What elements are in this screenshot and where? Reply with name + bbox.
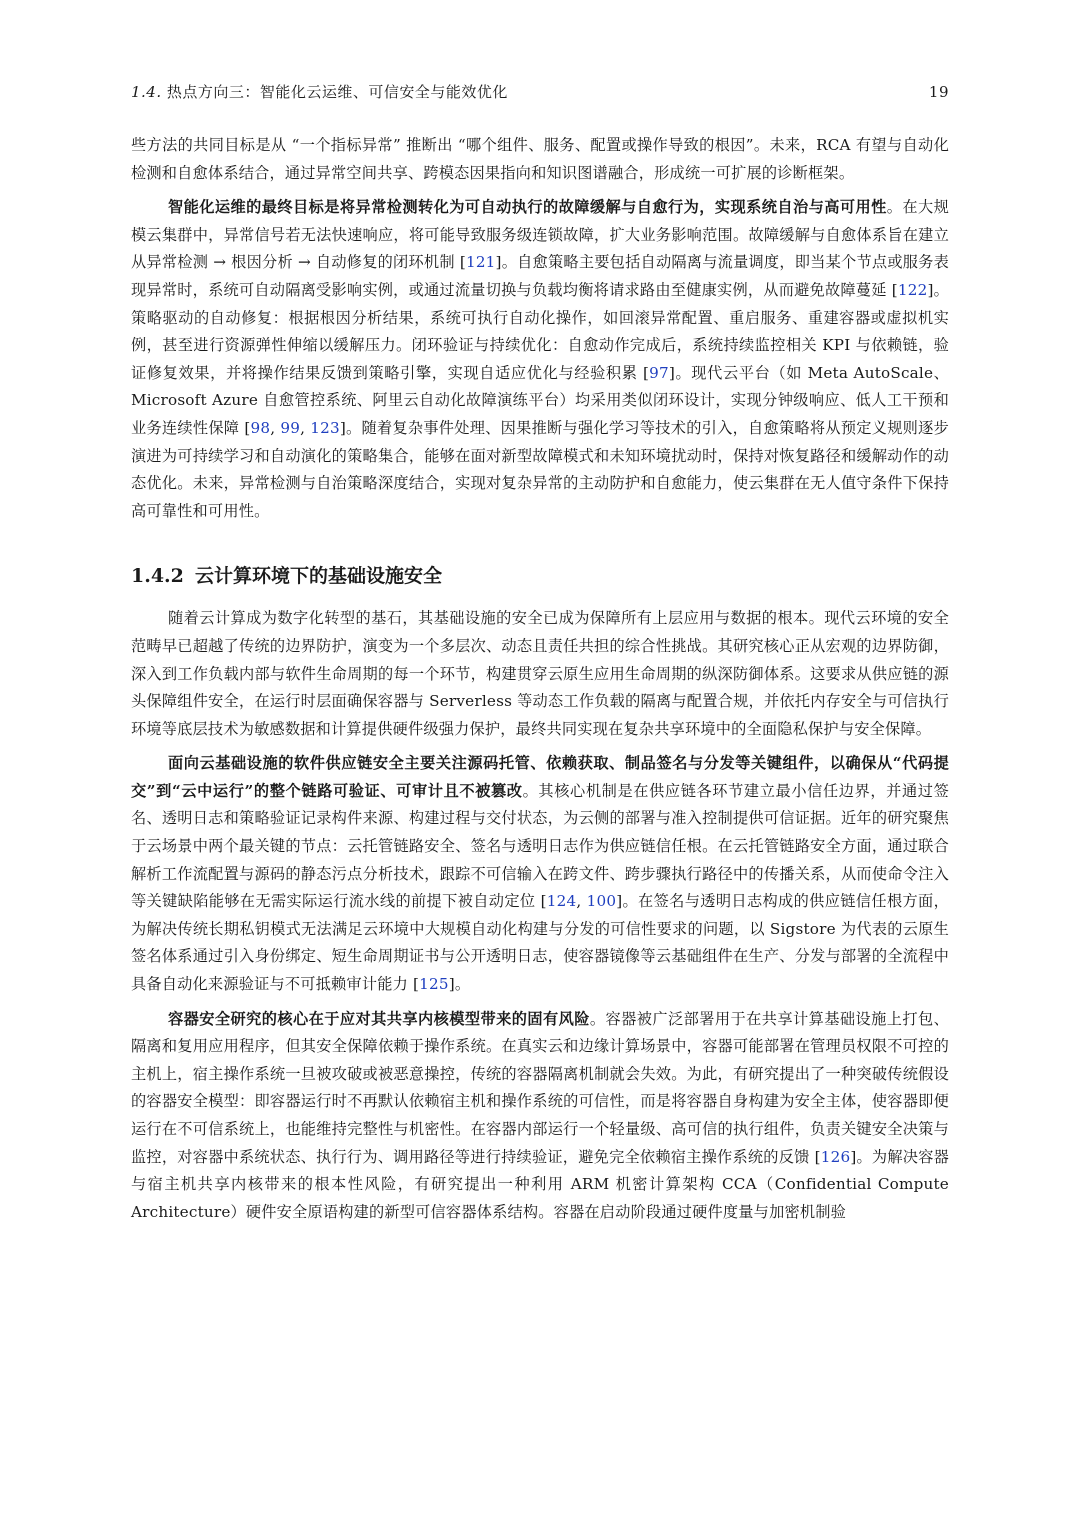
text-run: ]。 [448,975,471,994]
citation-link[interactable]: 124 [546,892,577,911]
text-run: ]。随着复杂事件处理、因果推断与强化学习等技术的引入，自愈策略将从预定义规则逐步演进为可持续学习和自动演化的策略集合，能够在面对新型故障模式和未知环境扰动时，保持对恢复路径和缓解动作的动态优化。未来，异常检测与自治策略深度结合，实现对复杂异常的主动防护和自愈能力，使云集群在无人值守条件下保持高可靠性和可用性。 [131,418,949,520]
citation-link[interactable]: 122 [897,280,928,299]
citation-link[interactable]: 121 [465,253,496,272]
bold-lead-sentence: 智能化运维的最终目标是将异常检测转化为可自动执行的故障缓解与自愈行为，实现系统自治与高可用性 [168,198,887,217]
citation-link[interactable]: 100 [586,892,617,911]
document-page [131,80,949,1233]
paragraph-supply-chain [131,750,949,998]
citation-link[interactable]: 125 [419,975,449,994]
citation-link[interactable]: 123 [310,418,340,437]
paragraph-rca-continuation [131,132,949,187]
citation-link[interactable]: 99 [280,418,301,437]
text-run: ]。在签名与透明日志构成的供应链信任根方面，为解决传统长期私钥模式无法满足云环境中大规模自动化构建与分发的可信性要求的问题，以 Sigstore 为代表的云原生签名体系通过引入身份绑定、短生命周期证书与公开透明日志，使容器镜像等云基础组件在生产、分发与部署的全流程中具备自动化来源验证与不可抵赖审计能力 [ [131,892,950,994]
section-number: 1.4.2 [131,565,184,588]
text-run: 随着云计算成为数字化转型的基石，其基础设施的安全已成为保障所有上层应用与数据的根本。现代云环境的安全范畴早已超越了传统的边界防护，演变为一个多层次、动态且责任共担的综合性挑战。其研究核心正从宏观的边界防御，深入到工作负载内部与软件生命周期的每一个环节，构建贯穿云原生应用生命周期的纵深防御体系。这要求从供应链的源头保障组件安全，在运行时层面确保容器与 Serverless 等动态工作负载的隔离与配置合规，并依托内存安全与可信执行环境等底层技术为敏感数据和计算提供硬件级强力保护，最终共同实现在复杂共享环境中的全面隐私保护与安全保障。 [131,609,949,738]
text-run: 。其核心机制是在供应链各环节建立最小信任边界，并通过签名、透明日志和策略验证记录构件来源、构建过程与交付状态，为云侧的部署与准入控制提供可信证据。近年的研究聚焦于云场景中两个最关键的节点：云托管链路安全、签名与透明日志作为供应链信任根。在云托管链路安全方面，通过联合解析工作流配置与源码的静态污点分析技术，跟踪不可信输入在跨文件、跨步骤执行路径中的传播关系，从而使命令注入等关键缺陷能够在无需实际运行流水线的前提下被自动定位 [ [131,781,949,911]
citation-link[interactable]: 97 [649,363,669,382]
text-run: 。容器被广泛部署用于在共享计算基础设施上打包、隔离和复用应用程序，但其安全保障依赖于操作系统。在真实云和边缘计算场景中，容器可能部署在管理员权限不可控的主机上，宿主操作系统一旦被攻破或被恶意操控，传统的容器隔离机制就会失效。为此，有研究提出了一种突破传统假设的容器安全模型：即容器运行时不再默认依赖宿主机和操作系统的可信性，而是将容器自身构建为安全主体，使容器即便运行在不可信系统上，也能维持完整性与机密性。在容器内部运行一个轻量级、高可信的执行组件，负责关键安全决策与监控，对容器中系统状态、执行行为、调用路径等进行持续验证，避免完全依赖宿主操作系统的反馈 [ [131,1009,949,1166]
text-run: ]。策略驱动的自动修复：根据根因分析结果，系统可执行自动化操作，如回滚异常配置、重启服务、重建容器或虚拟机实例，甚至进行资源弹性伸缩以缓解压力。闭环验证与持续优化：自愈动作完成后，系统持续监控相关 KPI 与依赖链，验证修复效果，并将操作结果反馈到策略引擎，实现自适应优化与经验积累 [ [131,280,950,382]
paragraph-self-healing [131,194,949,525]
citation-separator: , [270,418,281,437]
bold-lead-sentence: 容器安全研究的核心在于应对其共享内核模型带来的固有风险 [168,1009,590,1028]
page-number: 19 [928,83,949,101]
bold-lead-sentence: 面向云基础设施的软件供应链安全主要关注源码托管、依赖获取、制品签名与分发等关键组件，以确保从“代码提交”到“云中运行”的整个链路可验证、可审计且不被篡改 [131,754,949,800]
text-run: ]。自愈策略主要包括自动隔离与流量调度，即当某个节点或服务表现异常时，系统可自动隔离受影响实例，或通过流量切换与负载均衡将请求路由至健康实例，从而避免故障蔓延 [ [131,253,949,299]
citation-separator: , [576,892,587,911]
running-header [131,80,949,110]
citation-link[interactable]: 98 [250,418,271,437]
text-run: ]。为解决容器与宿主机共享内核带来的根本性风险，有研究提出一种利用 ARM 机密计算架构 CCA（Confidential Compute Architecture）硬件安全原语构建的新型可信容器体系结构。容器在启动阶段通过硬件度量与加密机制验 [131,1147,950,1221]
text-run: 。在大规模云集群中，异常信号若无法快速响应，将可能导致服务级连锁故障，扩大业务影响范围。故障缓解与自愈体系旨在建立从异常检测 → 根因分析 → 自动修复的闭环机制 [ [131,198,949,272]
section-heading [131,561,949,591]
citation-separator: , [300,418,311,437]
section-title: 云计算环境下的基础设施安全 [195,565,443,588]
paragraph-container-security [131,1006,949,1227]
text-run: 些方法的共同目标是从 “一个指标异常” 推断出 “哪个组件、服务、配置或操作导致的根因”。未来，RCA 有望与自动化检测和自愈体系结合，通过异常空间共享、跨模态因果指向和知识图谱融合，形成统一可扩展的诊断框架。 [131,136,949,182]
citation-link[interactable]: 126 [820,1147,851,1166]
text-run: ]。现代云平台（如 Meta AutoScale、Microsoft Azure 自愈管控系统、阿里云自动化故障演练平台）均采用类似闭环设计，实现分钟级响应、低人工干预和业务连续性保障 [ [131,363,949,437]
chapter-number: 1.4. [131,83,162,101]
chapter-title: 热点方向三：智能化云运维、可信安全与能效优化 [166,83,508,101]
paragraph-infrastructure-intro [131,605,949,743]
